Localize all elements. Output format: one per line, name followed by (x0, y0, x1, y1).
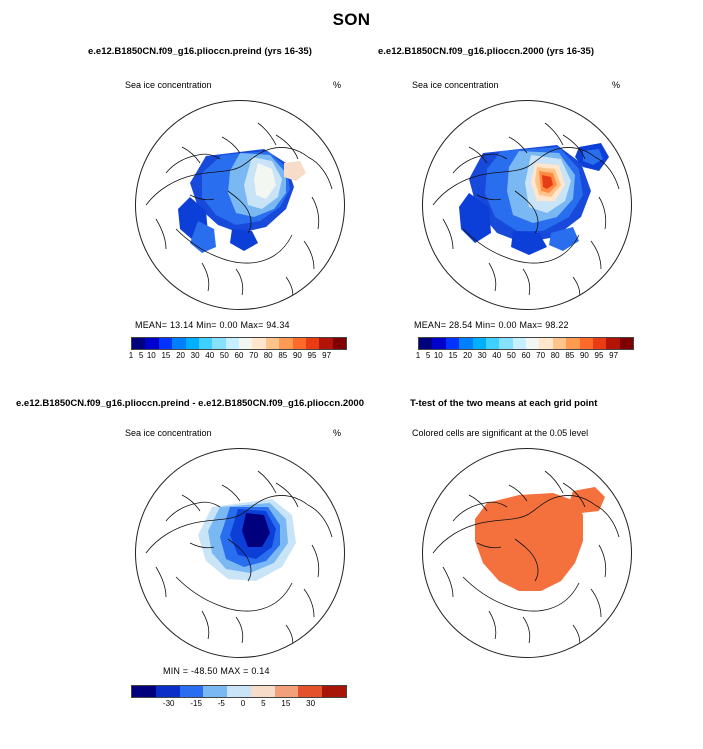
cbar-tick: -5 (217, 699, 225, 708)
cbar-tick: 80 (550, 351, 560, 360)
cbar-tick: 97 (322, 351, 332, 360)
panel-top-left-title: e.e12.B1850CN.f09_g16.plioccn.preind (yrs 16-35) (88, 46, 312, 57)
panel-top-right-stats: MEAN= 28.54 Min= 0.00 Max= 98.22 (414, 320, 569, 330)
cbar-tick: 0 (240, 699, 246, 708)
cbar-tick: 70 (249, 351, 259, 360)
cbar-tick: 20 (176, 351, 185, 360)
cbar-tick: 1 (415, 351, 421, 360)
cbar-tick: 10 (146, 351, 156, 360)
cbar-tick: -30 (162, 699, 175, 708)
cbar-tick: 90 (292, 351, 302, 360)
cbar-tick: 30 (477, 351, 487, 360)
cbar-tick: 30 (190, 351, 200, 360)
panel-top-left-stats: MEAN= 13.14 Min= 0.00 Max= 94.34 (135, 320, 290, 330)
polar-map-ttest (422, 448, 632, 658)
cbar-tick: 60 (521, 351, 531, 360)
map-artwork-difference (136, 449, 342, 655)
colorbar-2000-labels (415, 351, 634, 360)
cbar-tick: 10 (433, 351, 443, 360)
map-artwork-ttest (423, 449, 629, 655)
ice-field (178, 149, 306, 253)
cbar-tick: 1 (128, 351, 134, 360)
colorbar-preind (131, 337, 347, 350)
cbar-tick: 20 (463, 351, 472, 360)
colorbar-2000 (418, 337, 634, 350)
cbar-tick: 40 (492, 351, 502, 360)
cbar-tick: 40 (205, 351, 215, 360)
cbar-tick: -15 (190, 699, 202, 708)
panel-bottom-left-variable-label: Sea ice concentration (125, 428, 212, 438)
cbar-tick: 70 (536, 351, 546, 360)
polar-map-preind (135, 100, 345, 310)
panel-top-right-units-label: % (612, 80, 621, 90)
cbar-tick: 90 (579, 351, 589, 360)
difference-field (198, 499, 296, 581)
map-artwork-2000 (423, 101, 629, 307)
panel-bottom-left-units-label: % (333, 428, 342, 438)
colorbar-preind-labels (128, 351, 347, 360)
cbar-tick: 97 (609, 351, 619, 360)
ice-field (459, 143, 609, 255)
cbar-tick: 80 (263, 351, 273, 360)
panel-top-left-units-label: % (333, 80, 342, 90)
cbar-tick-end (625, 351, 631, 360)
cbar-tick: 15 (281, 699, 291, 708)
panel-top-right-title: e.e12.B1850CN.f09_g16.plioccn.2000 (yrs 16-35) (378, 46, 594, 57)
cbar-tick: 50 (219, 351, 229, 360)
cbar-tick: 95 (594, 351, 604, 360)
map-artwork-preind (136, 101, 342, 307)
cbar-tick: 15 (448, 351, 458, 360)
cbar-tick: 5 (425, 351, 431, 360)
panel-top-left-variable-label: Sea ice concentration (125, 80, 212, 90)
panel-bottom-left-stats: MIN = -48.50 MAX = 0.14 (163, 666, 270, 676)
polar-map-difference (135, 448, 345, 658)
page-title: SON (332, 10, 371, 29)
panel-bottom-right-annotation: Colored cells are significant at the 0.05 level (412, 428, 589, 438)
panel-top-right-variable-label: Sea ice concentration (412, 80, 499, 90)
panel-bottom-left-title: e.e12.B1850CN.f09_g16.plioccn.preind - e.e12.B1850CN.f09_g16.plioccn.2000 (16, 398, 364, 409)
cbar-tick: 50 (506, 351, 516, 360)
cbar-tick: 5 (138, 351, 144, 360)
cbar-tick: 15 (161, 351, 171, 360)
cbar-tick-end (338, 351, 344, 360)
panel-bottom-right-title: T-test of the two means at each grid point (410, 398, 598, 409)
colorbar-difference (131, 685, 347, 698)
cbar-tick: 5 (261, 699, 266, 708)
cbar-tick: 85 (565, 351, 575, 360)
colorbar-difference-labels (155, 699, 323, 708)
cbar-tick: 95 (307, 351, 317, 360)
cbar-tick: 60 (234, 351, 244, 360)
polar-map-2000 (422, 100, 632, 310)
cbar-tick: 30 (306, 699, 316, 708)
cbar-tick: 85 (278, 351, 288, 360)
